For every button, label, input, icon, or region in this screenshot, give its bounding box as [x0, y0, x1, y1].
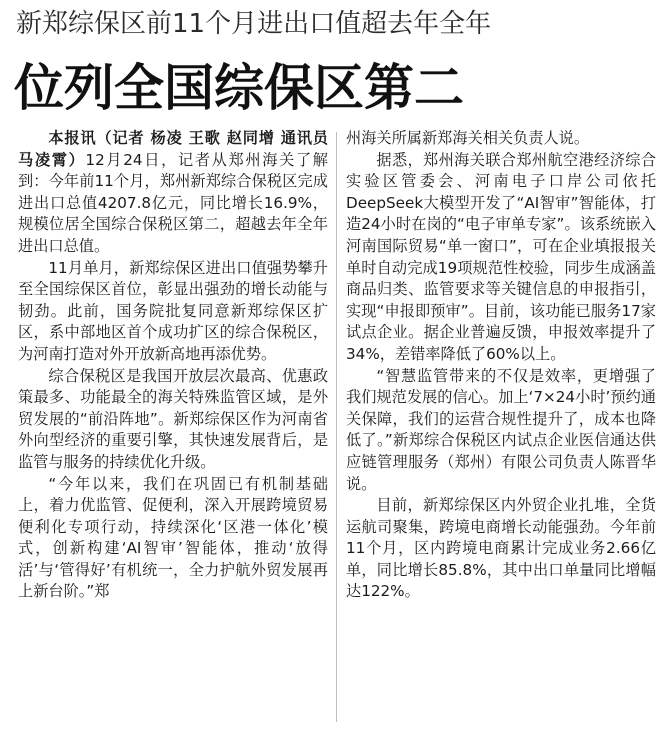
- paragraph-5: 据悉，郑州海关联合郑州航空港经济综合实验区管委会、河南电子口岸公司依托DeepSeek大模型开发了“AI智审”智能体，打造24小时在岗的“电子审单专家”。该系统嵌入河南国际贸易“单一窗口”，可在企业填报报关单时自动完成19项规范性校验，同步生成涵盖商品归类、监管要求等关键信息的申报指引，实现“申报即预审”。目前，该功能已服务17家试点企业。据企业普遍反馈，申报效率提升了34%，差错率降低了60%以上。: [346, 150, 656, 363]
- byline: 本报讯（记者 杨凌 王歌 赵同增 通讯员 马凌霄）: [18, 129, 328, 169]
- paragraph-4-continued: 州海关所属新郑海关相关负责人说。: [346, 129, 589, 147]
- paragraph-6: “智慧监管带来的不仅是效率，更增强了我们规范发展的信心。加上‘7×24小时’预约通关保障，我们的运营合规性提升了，成本也降低了。”新郑综合保税区内试点企业医信通达供应链管理服务（郑州）有限公司负责人陈晋华说。: [346, 366, 656, 493]
- paragraph-2: 11月单月，新郑综保区进出口值强势攀升至全国综保区首位，彰显出强劲的增长动能与韧劲。此前，国务院批复同意新郑综保区扩区，系中部地区首个成功扩区的综合保税区，为河南打造对外开放新高地再添优势。: [18, 258, 328, 363]
- article-subtitle: 新郑综保区前11个月进出口值超去年全年: [16, 9, 492, 39]
- lead-paragraph: [18, 128, 328, 258]
- paragraph-3: 综合保税区是我国开放层次最高、优惠政策最多、功能最全的海关特殊监管区域，是外贸发展的“前沿阵地”。新郑综保区作为河南省外向型经济的重要引擎，其快速发展背后，是监管与服务的持续优化升级。: [18, 366, 328, 471]
- paragraph-4: “今年以来，我们在巩固已有机制基础上，着力优监管、促便利，深入开展跨境贸易便利化专项行动，持续深化‘区港一体化’模式，创新构建‘AI智审’智能体，推动‘放得活’与‘管得好’有机统一，全力护航外贸发展再上新台阶。”郑: [18, 474, 328, 601]
- lead-text: 12月24日，记者从郑州海关了解到：今年前11个月，郑州新郑综合保税区完成进出口总值4207.8亿元，同比增长16.9%，规模位居全国综合保税区第二，超越去年全年进出口总值。: [18, 150, 328, 255]
- paragraph-7: 目前，新郑综保区内外贸企业扎堆，全货运航司聚集，跨境电商增长动能强劲。今年前11个月，区内跨境电商累计完成业务2.66亿单，同比增长85.8%，其中出口单量同比增幅达122%。: [346, 496, 656, 601]
- article-headline: 位列全国综保区第二: [14, 59, 464, 117]
- article-column-right: [346, 128, 656, 603]
- article-column-left: [18, 128, 328, 603]
- column-divider: [336, 132, 337, 722]
